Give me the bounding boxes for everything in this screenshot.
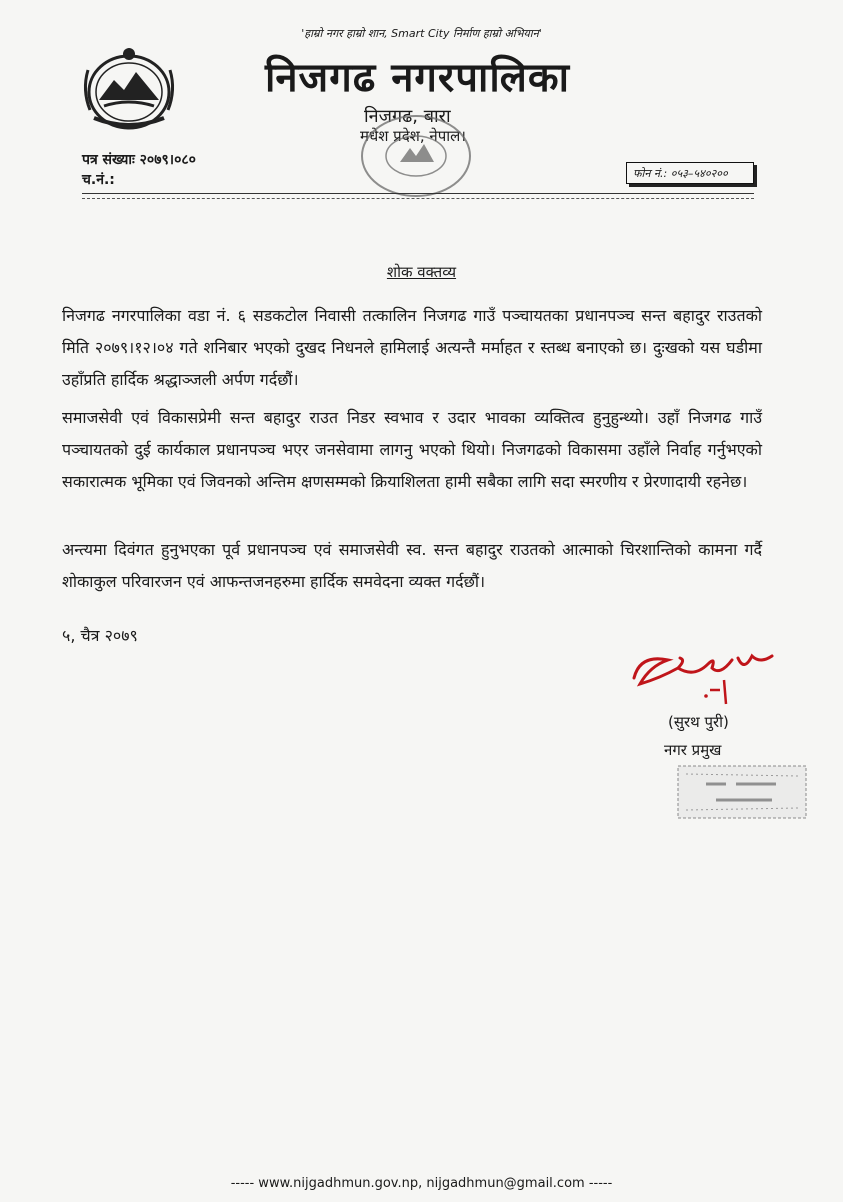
phone-number-box: फोन नं.: ०५३–५४०२०० — [626, 162, 754, 184]
footer-contact: ----- www.nijgadhmun.gov.np, nijgadhmun@gmail.com ----- — [230, 1176, 613, 1191]
header-divider-dashed — [82, 198, 754, 199]
document-subject: शोक वक्तव्य — [386, 263, 457, 281]
document-date: ५, चैत्र २०७९ — [62, 626, 138, 645]
header-slogan: 'हाम्रो नगर हाम्रो शान, Smart City निर्माण हाम्रो अभियान' — [301, 27, 542, 40]
body-paragraph-1: निजगढ नगरपालिका वडा नं. ६ सडकटोल निवासी तत्कालिन निजगढ गाउँ पञ्चायतका प्रधानपञ्च सन्त बहादुर राउतको मिति २०७९।१२।०४ गते शनिबार भएको दुखद निधनले हामिलाई अत्यन्तै मर्माहत र स्तब्ध बनाएको छ। दुःखको यस घडीमा उहाँप्रति हार्दिक श्रद्धाञ्जली अर्पण गर्दछौं। — [62, 306, 762, 389]
signature-scribble-icon — [620, 638, 790, 716]
office-seal-stamp — [356, 110, 476, 202]
reference-number: पत्र संख्याः २०७९।०८० — [82, 152, 196, 168]
header-divider — [82, 193, 754, 194]
signatory-title: नगर प्रमुख — [664, 741, 722, 759]
body-paragraph-2: समाजसेवी एवं विकासप्रेमी सन्त बहादुर राउत निडर स्वभाव र उदार भावका व्यक्तित्व हुनुहुन्थ्यो। उहाँ निजगढ गाउँ पञ्चायतको दुई कार्यकाल प्रधानपञ्च भएर जनसेवामा लागनु भएको थियो। निजगढको विकासमा उहाँले निर्वाह गर्नुभएको सकारात्मक भूमिका एवं जिवनको अन्तिम क्षणसम्मको क्रियाशिलता हामी सबैका लागि सदा स्मरणीय र प्रेरणादायी रहनेछ। — [62, 408, 762, 491]
body-paragraph-3: अन्त्यमा दिवंगत हुनुभएका पूर्व प्रधानपञ्च एवं समाजसेवी स्व. सन्त बहादुर राउतको आत्माको चिरशान्तिको कामना गर्दै शोकाकुल परिवारजन एवं आफन्तजनहरुमा हार्दिक समवेदना व्यक्त गर्दछौं। — [62, 540, 762, 591]
municipality-title: निजगढ नगरपालिका — [265, 55, 570, 101]
government-emblem-icon — [74, 40, 184, 135]
signatory-name: (सुरथ पुरी) — [668, 713, 729, 731]
signatory-name-stamp — [676, 762, 808, 822]
address-line-2: मधेश प्रदेश, नेपाल। — [360, 127, 466, 145]
address-line-1: निजगढ, बारा — [364, 106, 451, 127]
dispatch-number: च.नं.: — [82, 172, 115, 188]
